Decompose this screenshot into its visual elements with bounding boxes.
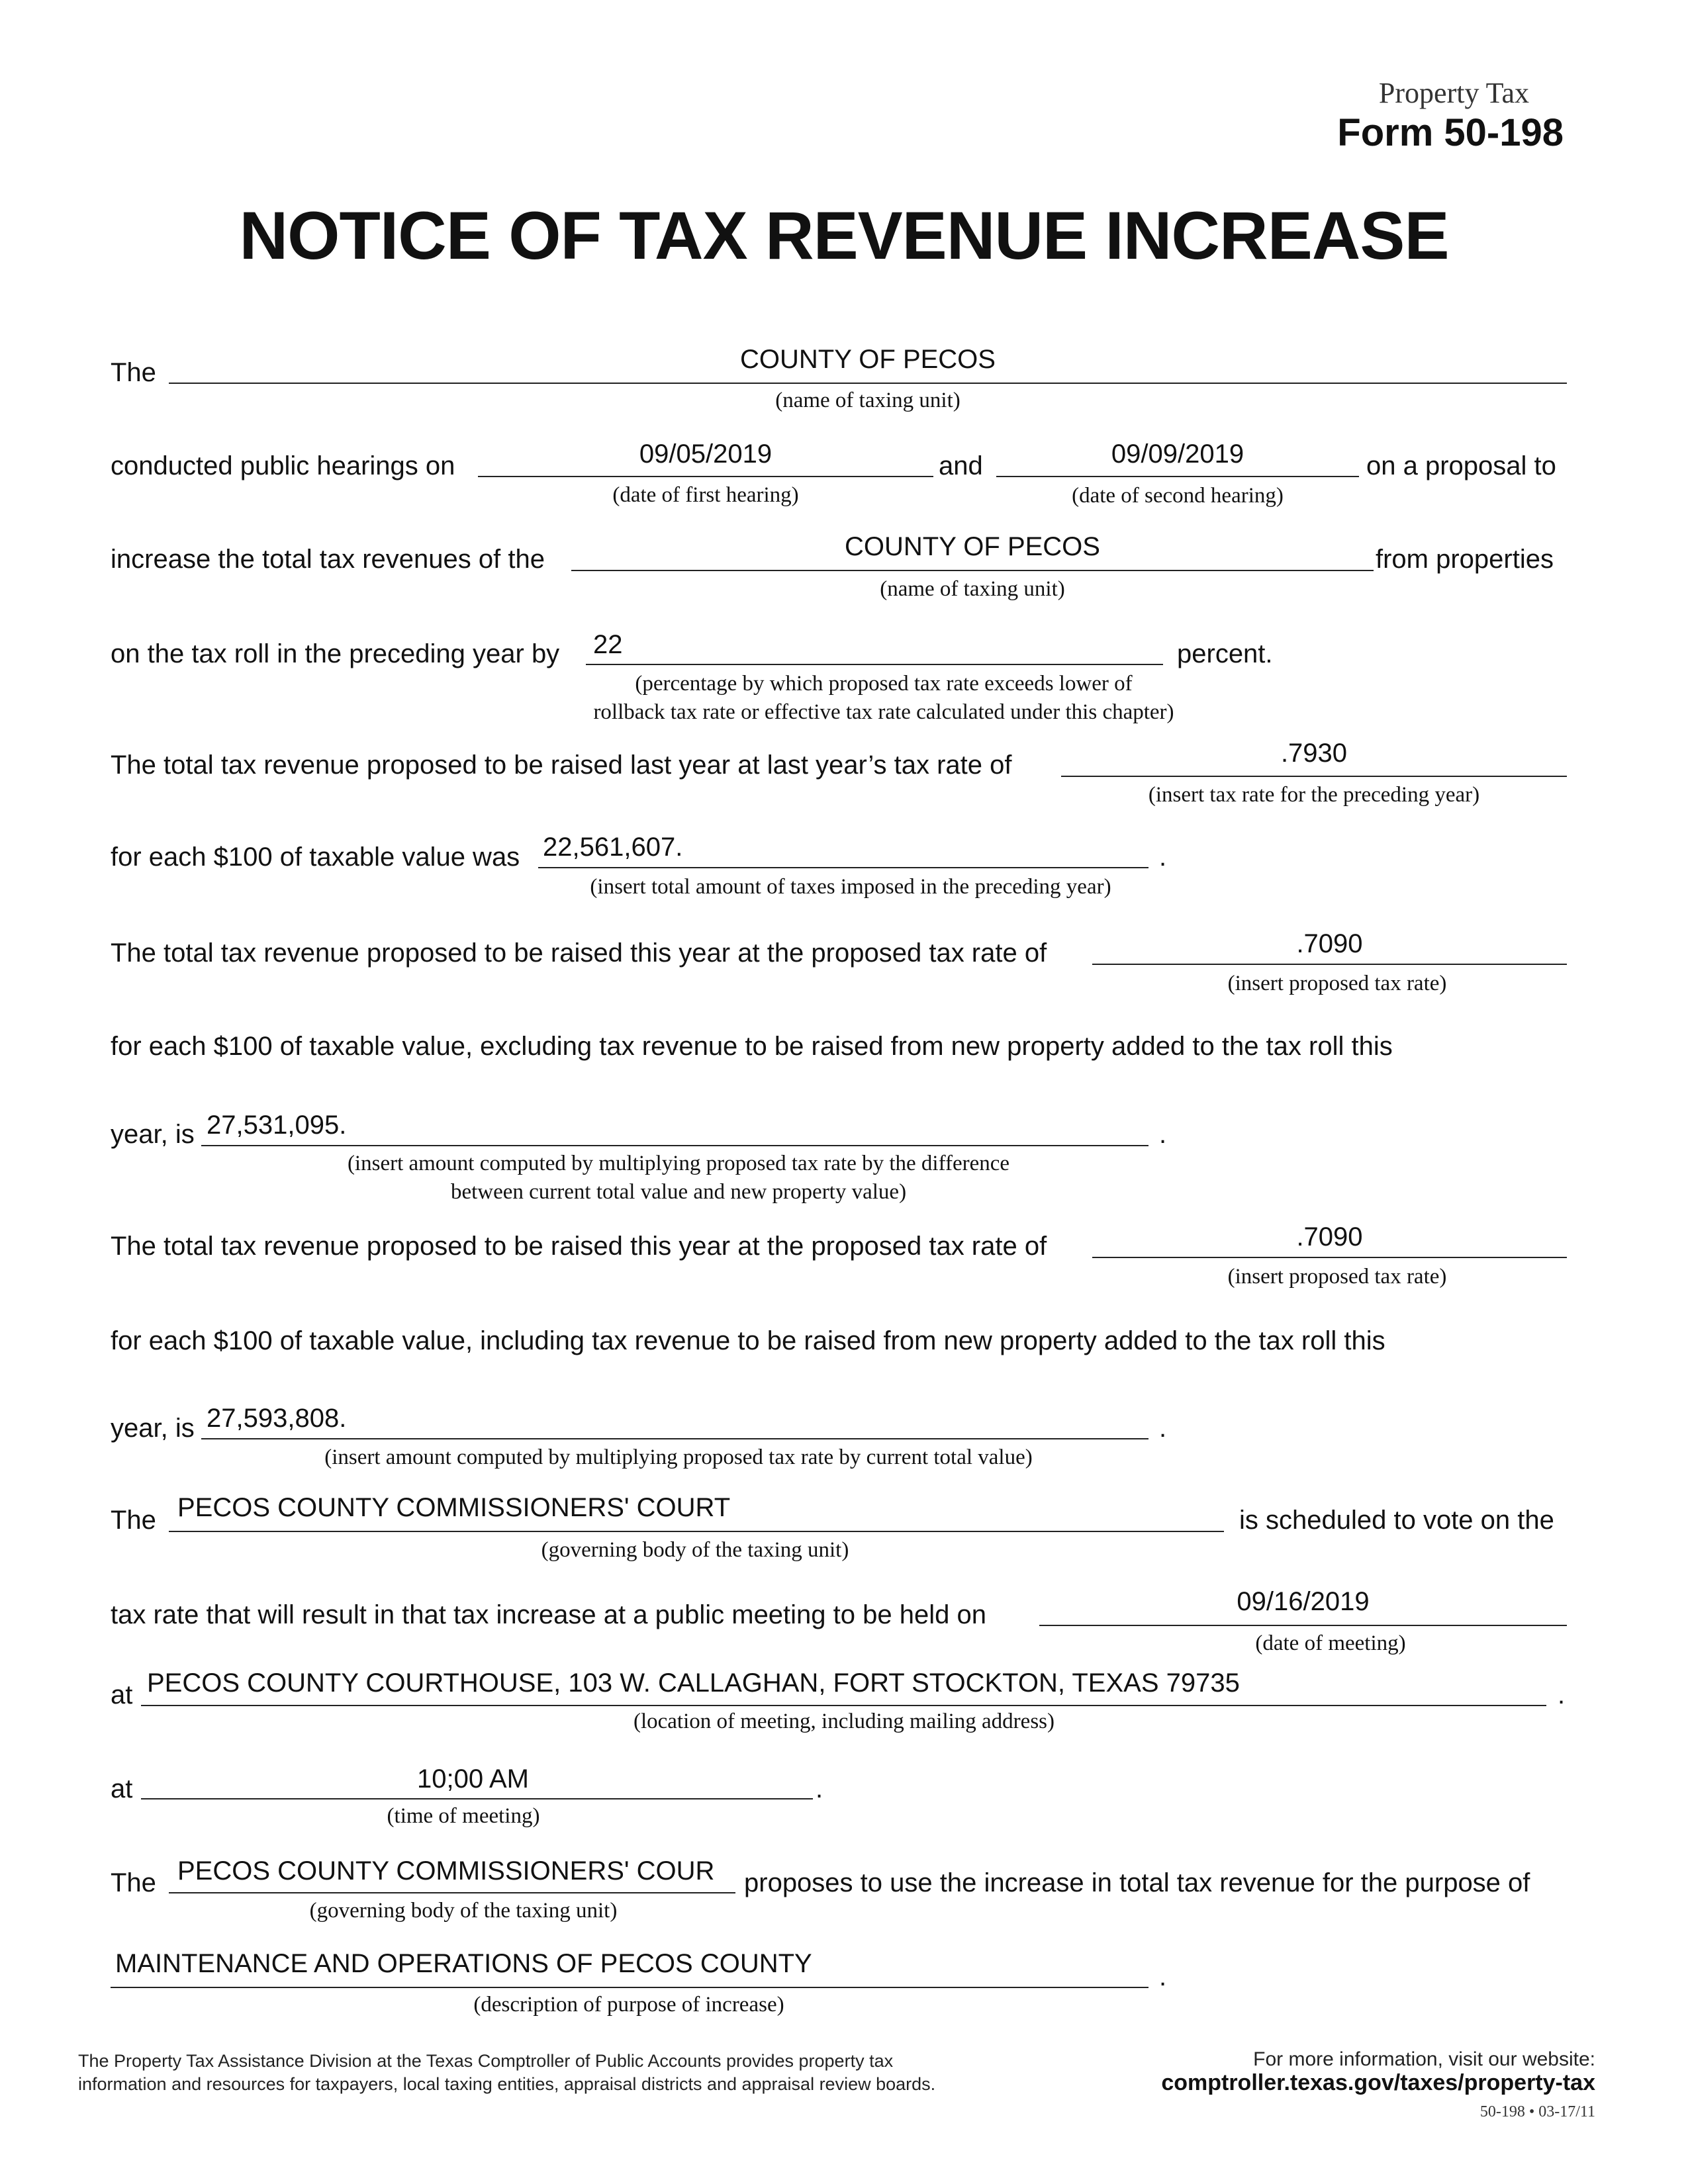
r17-caption: (governing body of the taxing unit) [309, 1899, 618, 1923]
taxing-unit-name-field-2[interactable]: COUNTY OF PECOS [845, 532, 1100, 561]
r1-caption: (name of taxing unit) [775, 388, 961, 412]
r16-underline [141, 1798, 813, 1799]
r5-underline [1061, 776, 1567, 777]
r9-underline [201, 1145, 1149, 1146]
last-year-taxes-field[interactable]: 22,561,607. [543, 833, 683, 862]
revenue-including-new-field[interactable]: 27,593,808. [207, 1404, 347, 1433]
r4-caption-1: (percentage by which proposed tax rate exceeds lower of [635, 672, 1133, 696]
r4-underline [586, 664, 1163, 665]
meeting-time-field[interactable]: 10;00 AM [417, 1764, 530, 1794]
r1-underline [169, 383, 1567, 384]
r6-underline [538, 867, 1149, 868]
proposed-rate-field[interactable]: .7090 [1296, 929, 1363, 958]
r12-underline [201, 1438, 1149, 1439]
proposed-rate-field-2[interactable]: .7090 [1296, 1222, 1363, 1251]
r3-underline [571, 570, 1374, 571]
r7-caption: (insert proposed tax rate) [1227, 972, 1447, 995]
r9-suffix: . [1159, 1120, 1167, 1149]
r11-text: for each $100 of taxable value, including tax revenue to be raised from new property added to the tax roll this [111, 1326, 1385, 1355]
percentage-field[interactable]: 22 [593, 630, 623, 659]
governing-body-field-2[interactable]: PECOS COUNTY COMMISSIONERS' COUR [177, 1856, 715, 1886]
revenue-excluding-new-field[interactable]: 27,531,095. [207, 1111, 347, 1140]
r9-prefix: year, is [111, 1120, 195, 1149]
second-hearing-date-field[interactable]: 09/09/2019 [1111, 439, 1244, 469]
r5-caption: (insert tax rate for the preceding year) [1148, 783, 1480, 807]
r9-caption-1: (insert amount computed by multiplying proposed tax rate by the difference [347, 1152, 1010, 1175]
r3-suffix: from properties [1376, 545, 1554, 574]
r17-suffix: proposes to use the increase in total tax revenue for the purpose of [744, 1868, 1530, 1897]
r16-suffix: . [816, 1774, 823, 1803]
r8-text: for each $100 of taxable value, excluding tax revenue to be raised from new property added to the tax roll this [111, 1032, 1393, 1061]
r13-underline [169, 1531, 1224, 1532]
r12-suffix: . [1159, 1414, 1167, 1443]
governing-body-field[interactable]: PECOS COUNTY COMMISSIONERS' COURT [177, 1493, 731, 1522]
r10-underline [1092, 1257, 1567, 1258]
r2-suffix: on a proposal to [1366, 451, 1556, 480]
form-category: Property Tax [1378, 77, 1529, 109]
r14-prefix: tax rate that will result in that tax increase at a public meeting to be held on [111, 1600, 986, 1629]
r17-underline [169, 1892, 735, 1893]
meeting-date-field[interactable]: 09/16/2019 [1237, 1587, 1370, 1616]
r15-underline [141, 1705, 1546, 1706]
r7-prefix: The total tax revenue proposed to be raised this year at the proposed tax rate of [111, 938, 1047, 968]
r12-caption: (insert amount computed by multiplying proposed tax rate by current total value) [324, 1445, 1033, 1469]
r13-caption: (governing body of the taxing unit) [541, 1538, 849, 1562]
r3-caption: (name of taxing unit) [880, 577, 1065, 601]
page-title: NOTICE OF TAX REVENUE INCREASE [239, 198, 1449, 273]
r2-underline-2 [996, 476, 1359, 477]
form-number: Form 50-198 [1337, 111, 1564, 154]
r4-prefix: on the tax roll in the preceding year by [111, 639, 560, 668]
meeting-location-field[interactable]: PECOS COUNTY COURTHOUSE, 103 W. CALLAGHAN, FORT STOCKTON, TEXAS 79735 [147, 1668, 1240, 1698]
r4-caption-2: rollback tax rate or effective tax rate calculated under this chapter) [593, 700, 1174, 724]
r12-prefix: year, is [111, 1414, 195, 1443]
first-hearing-date-field[interactable]: 09/05/2019 [639, 439, 773, 469]
r15-caption: (location of meeting, including mailing address) [633, 1709, 1055, 1733]
r1-prefix: The [111, 358, 156, 387]
r16-prefix: at [111, 1774, 133, 1803]
r18-underline [111, 1987, 1149, 1988]
r14-caption: (date of meeting) [1255, 1631, 1406, 1655]
r7-underline [1092, 964, 1567, 965]
last-year-rate-field[interactable]: .7930 [1280, 739, 1348, 768]
taxing-unit-name-field[interactable]: COUNTY OF PECOS [740, 345, 996, 374]
r6-caption: (insert total amount of taxes imposed in the preceding year) [590, 875, 1111, 899]
r6-prefix: for each $100 of taxable value was [111, 842, 520, 872]
r9-caption-2: between current total value and new property value) [450, 1180, 907, 1204]
r13-prefix: The [111, 1506, 156, 1535]
r10-prefix: The total tax revenue proposed to be raised this year at the proposed tax rate of [111, 1232, 1047, 1261]
r13-suffix: is scheduled to vote on the [1239, 1506, 1554, 1535]
r15-prefix: at [111, 1680, 133, 1709]
footer-info-line-1: The Property Tax Assistance Division at the Texas Comptroller of Public Accounts provides property tax [78, 2051, 894, 2071]
r16-caption: (time of meeting) [387, 1804, 540, 1828]
r2-caption-2: (date of second hearing) [1072, 484, 1284, 508]
footer-form-code: 50-198 • 03-17/11 [1479, 2103, 1595, 2120]
r2-middle: and [939, 451, 983, 480]
r6-suffix: . [1159, 842, 1167, 872]
r14-underline [1039, 1625, 1567, 1626]
footer-website-label: For more information, visit our website: [1253, 2048, 1595, 2070]
r18-caption: (description of purpose of increase) [473, 1993, 784, 2017]
r3-prefix: increase the total tax revenues of the [111, 545, 545, 574]
r15-suffix: . [1558, 1680, 1566, 1709]
r2-prefix: conducted public hearings on [111, 451, 455, 480]
r17-prefix: The [111, 1868, 156, 1897]
footer-info-line-2: information and resources for taxpayers, local taxing entities, appraisal districts and appraisal review boards. [78, 2074, 936, 2094]
r2-underline-1 [478, 476, 933, 477]
r18-suffix: . [1159, 1962, 1167, 1991]
footer-website-link[interactable]: comptroller.texas.gov/taxes/property-tax [1161, 2070, 1595, 2095]
r10-caption: (insert proposed tax rate) [1227, 1265, 1447, 1289]
r5-prefix: The total tax revenue proposed to be raised last year at last year’s tax rate of [111, 751, 1012, 780]
r2-caption-1: (date of first hearing) [612, 483, 799, 507]
r4-suffix: percent. [1177, 639, 1273, 668]
purpose-of-increase-field[interactable]: MAINTENANCE AND OPERATIONS OF PECOS COUNTY [115, 1949, 812, 1978]
